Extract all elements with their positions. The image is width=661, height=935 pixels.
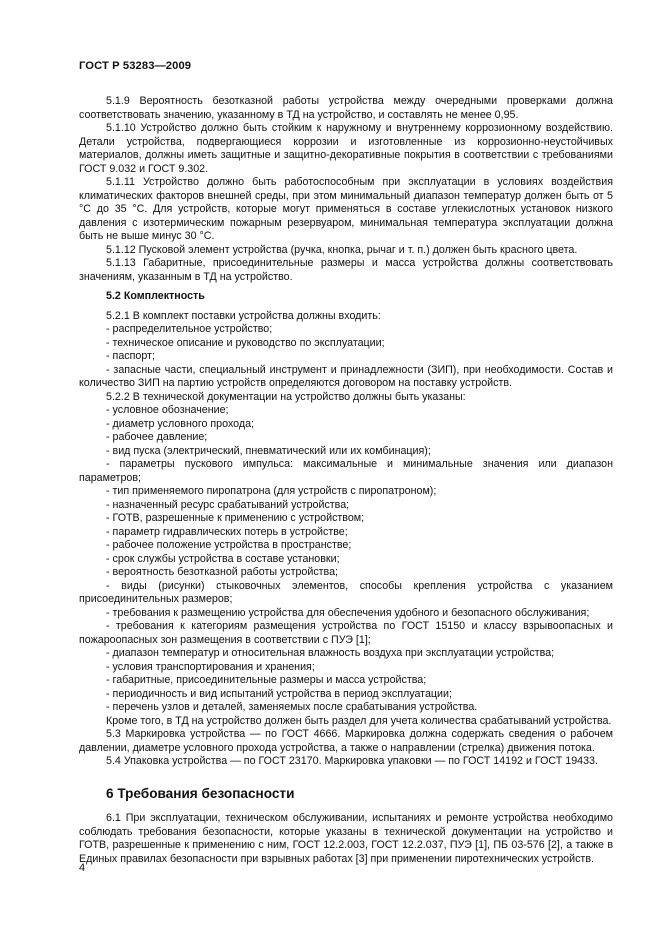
list-item: - условия транспортирования и хранения; [106, 660, 315, 673]
paragraph-5-2-2: 5.2.2 В технической документации на устройство должны быть указаны: [106, 390, 466, 403]
paragraph-5-2-1: 5.2.1 В комплект поставки устройства должны входить: [106, 309, 381, 322]
page-number: 4 [79, 862, 86, 874]
paragraph-5-1-11: 5.1.11 Устройство должно быть работоспособным при эксплуатации в условиях воздействия климатических факторов внешней среды, при этом минимальный диапазон температур должен быть от 5 °С до 35 °С. Для устройств, которые могут применяться в составе углекислотных установок низкого давления с изотермическим пожарным резервуаром, минимальная температура эксплуатации должна быть не выше минус 30 °С. [79, 176, 613, 242]
section-heading-6: 6 Требования безопасности [106, 785, 295, 801]
list-item: - запасные части, специальный инструмент и принадлежности (ЗИП), при необходимости. Состав и количество ЗИП на партию устройств определяются договором на поставку устройств. [79, 363, 613, 389]
list-item: - техническое описание и руководство по эксплуатации; [106, 336, 385, 349]
standard-header: ГОСТ Р 53283—2009 [79, 60, 192, 72]
paragraph-5-3: 5.3 Маркировка устройства — по ГОСТ 4666. Маркировка должна содержать сведения о рабочем давлении, диаметре условного прохода устройства, а также о направлении (стрелка) движения потока. [79, 728, 613, 754]
paragraph-5-1-9: 5.1.9 Вероятность безотказной работы устройства между очередными проверками должна соответствовать значению, указанному в ТД на устройство, и составлять не менее 0,95. [79, 95, 613, 121]
list-item: - вероятность безотказной работы устройства; [106, 566, 339, 578]
list-item: - габаритные, присоединительные размеры и масса устройства; [106, 674, 427, 686]
list-item: - тип применяемого пиропатрона (для устройств с пиропатроном); [106, 485, 437, 497]
paragraph-6-1: 6.1 При эксплуатации, техническом обслуживании, испытаниях и ремонте устройства необходимо соблюдать требования безопасности, которые указаны в технической документации на устройство и ГОТВ, разрешенные к применению с ним, ГОСТ 12.2.003, ГОСТ 12.2.037, ПУЭ [1], ПБ 03-576 [2], а также в Единых правилах безопасности при взрывных работах [3] при применении пиротехнических устройств. [79, 812, 613, 865]
page-body [79, 95, 613, 866]
paragraph-5-1-10: 5.1.10 Устройство должно быть стойким к наружному и внутреннему коррозионному воздействию. Детали устройства, подвергающиеся коррозии и изготовленные из коррозионно-неустойчивых материалов, должны иметь защитные и защитно-декоративные покрытия в соответствии с требованиями ГОСТ 9.032 и ГОСТ 9.302. [79, 122, 613, 175]
list-item: - периодичность и вид испытаний устройства в период эксплуатации; [106, 687, 452, 700]
paragraph-5-2-2-note: Кроме того, в ТД на устройство должен быть раздел для учета количества срабатываний устройства. [106, 714, 612, 727]
list-item: - диапазон температур и относительная влажность воздуха при эксплуатации устройства; [106, 647, 555, 659]
list-item: - паспорт; [106, 350, 155, 362]
list-item: - ГОТВ, разрешенные к применению с устройством; [106, 512, 365, 524]
list-item: - диаметр условного прохода; [106, 417, 255, 430]
list-item: - требования к категориям размещения устройства по ГОСТ 15150 и классу взрывоопасных и пожароопасных зон размещения в соответствии с ПУЭ [1]; [79, 620, 613, 646]
list-item: - виды (рисунки) стыковочных элементов, способы крепления устройства с указанием присоединительных размеров; [79, 579, 613, 605]
list-item: - назначенный ресурс срабатываний устройства; [106, 498, 350, 511]
subsection-heading-5-2: 5.2 Комплектность [106, 290, 205, 302]
paragraph-5-4: 5.4 Упаковка устройства — по ГОСТ 23170. Маркировка упаковки — по ГОСТ 14192 и ГОСТ 19433. [106, 755, 598, 767]
list-item: - рабочее давление; [106, 431, 208, 443]
list-item: - перечень узлов и деталей, заменяемых после срабатывания устройства. [106, 701, 478, 713]
list-item: - рабочее положение устройства в пространстве; [106, 539, 352, 551]
list-item: - параметр гидравлических потерь в устройстве; [106, 525, 348, 538]
paragraph-5-1-12: 5.1.12 Пусковой элемент устройства (ручка, кнопка, рычаг и т. п.) должен быть красного цвета. [106, 243, 578, 256]
list-item: - параметры пускового импульса: максимальные и минимальные значения или диапазон параметров; [79, 458, 613, 484]
list-item: - срок службы устройства в составе установки; [106, 552, 340, 565]
list-item: - распределительное устройство; [106, 323, 273, 335]
list-item: - условное обозначение; [106, 404, 229, 416]
list-item: - требования к размещению устройства для обеспечения удобного и безопасного обслуживания; [106, 606, 590, 619]
paragraph-5-1-13: 5.1.13 Габаритные, присоединительные размеры и масса устройства должны соответствовать значениям, указанным в ТД на устройство. [79, 257, 613, 283]
list-item: - вид пуска (электрический, пневматический или их комбинация); [106, 444, 431, 457]
